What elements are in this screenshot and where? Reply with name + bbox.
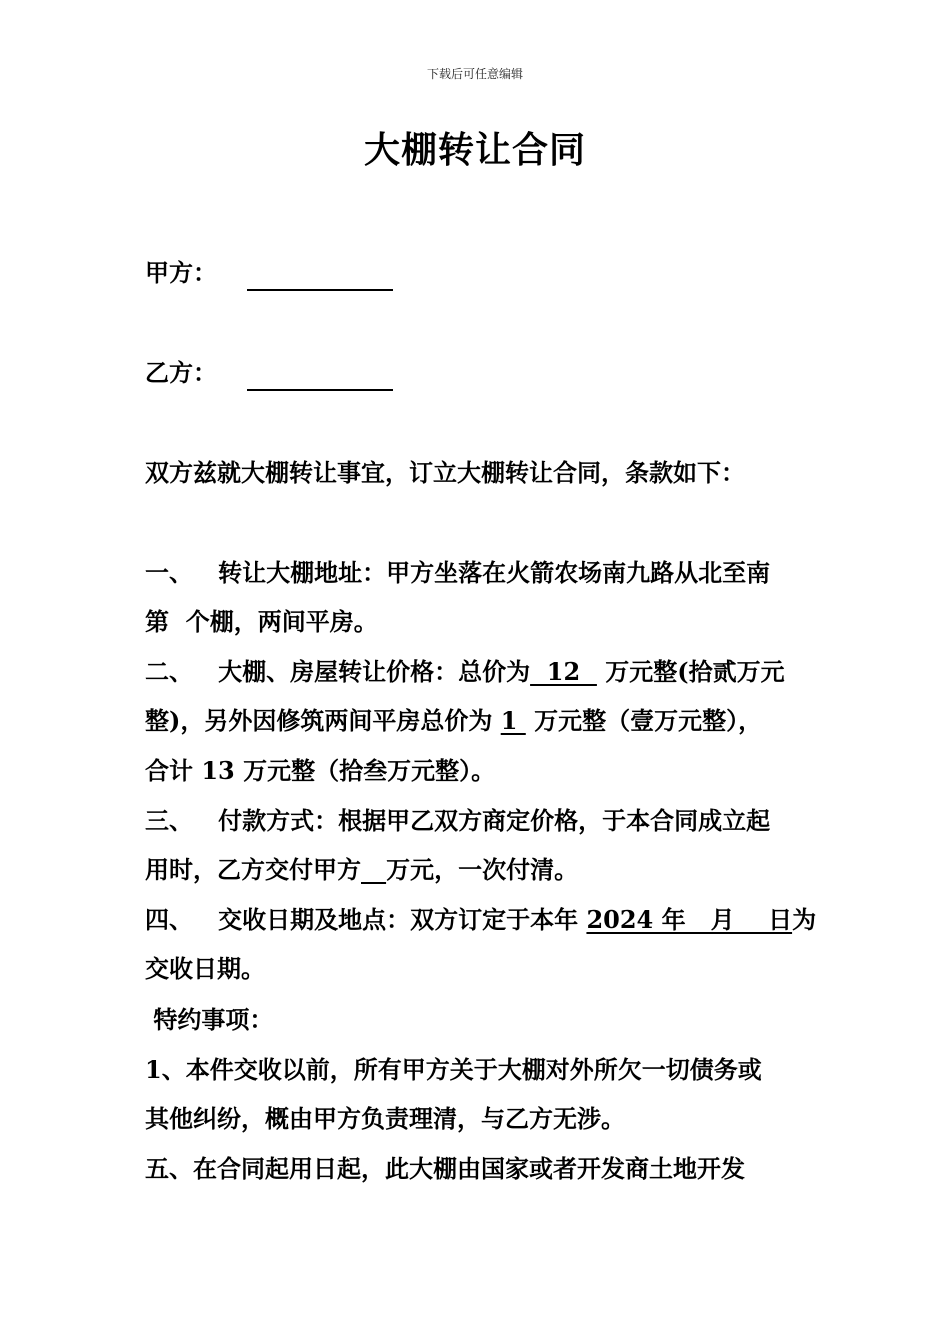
clause-5-line-1: 五、在合同起用日起，此大棚由国家或者开发商土地开发 — [145, 1154, 745, 1183]
clause-2-house-price: 1 — [500, 706, 526, 735]
header-note: 下载后可任意编辑 — [426, 67, 523, 81]
clause-2-number: 二、 — [145, 657, 193, 686]
clause-2-line-2 — [145, 703, 810, 739]
party-a-label: 甲方： — [145, 258, 217, 287]
party-b-blank — [247, 367, 393, 391]
clause-4-date: 2024 年 月 日 — [586, 905, 793, 934]
clause-4-line-1 — [145, 902, 817, 938]
clause-4-text-pre: 交收日期及地点：双方订定于本年 — [218, 905, 579, 934]
clause-2-line-3: 合计 13 万元整（拾叁万元整）。 — [145, 756, 496, 785]
clause-3-number: 三、 — [145, 806, 193, 835]
clause-3-line-2 — [145, 852, 810, 888]
intro-paragraph: 双方兹就大棚转让事宜，订立大棚转让合同，条款如下： — [145, 458, 745, 487]
special-item-1-line-1: 1、本件交收以前，所有甲方关于大棚对外所欠一切债务或 — [145, 1055, 762, 1084]
clause-2-line-2-post: 万元整（壹万元整）， — [534, 706, 763, 735]
document-title: 大棚转让合同 — [363, 129, 586, 171]
party-a-blank — [247, 267, 393, 291]
clause-3-line-1 — [145, 803, 810, 839]
clause-3-amount-blank — [361, 855, 386, 884]
clause-2-text-pre: 大棚、房屋转让价格：总价为 — [218, 657, 531, 686]
special-item-1-line-2: 其他纠纷，概由甲方负责理清，与乙方无涉。 — [145, 1104, 625, 1133]
clause-2-line-1 — [145, 654, 810, 690]
clause-1-line-2: 第 个棚，两间平房。 — [145, 607, 378, 636]
party-b-label: 乙方： — [145, 358, 217, 387]
clause-2-text-post: 万元整(拾贰万元 — [605, 657, 785, 686]
clause-4-number: 四、 — [145, 905, 193, 934]
clause-1-number: 一、 — [145, 558, 193, 587]
clause-3-line-2-pre: 用时，乙方交付甲方 — [145, 855, 361, 884]
clause-3-text: 付款方式：根据甲乙双方商定价格，于本合同成立起 — [218, 806, 771, 835]
party-a-line — [145, 255, 810, 291]
clause-4-line-2: 交收日期。 — [145, 954, 265, 983]
clause-2-total-price: 12 — [530, 657, 597, 686]
clause-1-line-1 — [145, 555, 810, 591]
clause-2-line-2-pre: 整)，另外因修筑两间平房总价为 — [145, 706, 493, 735]
clause-1-text: 转让大棚地址：甲方坐落在火箭农场南九路从北至南 — [218, 558, 771, 587]
clause-4-text-post: 为 — [792, 905, 817, 934]
clause-3-line-2-post: 万元，一次付清。 — [386, 855, 579, 884]
special-terms-heading: 特约事项： — [145, 1005, 274, 1034]
party-b-line — [145, 355, 810, 391]
